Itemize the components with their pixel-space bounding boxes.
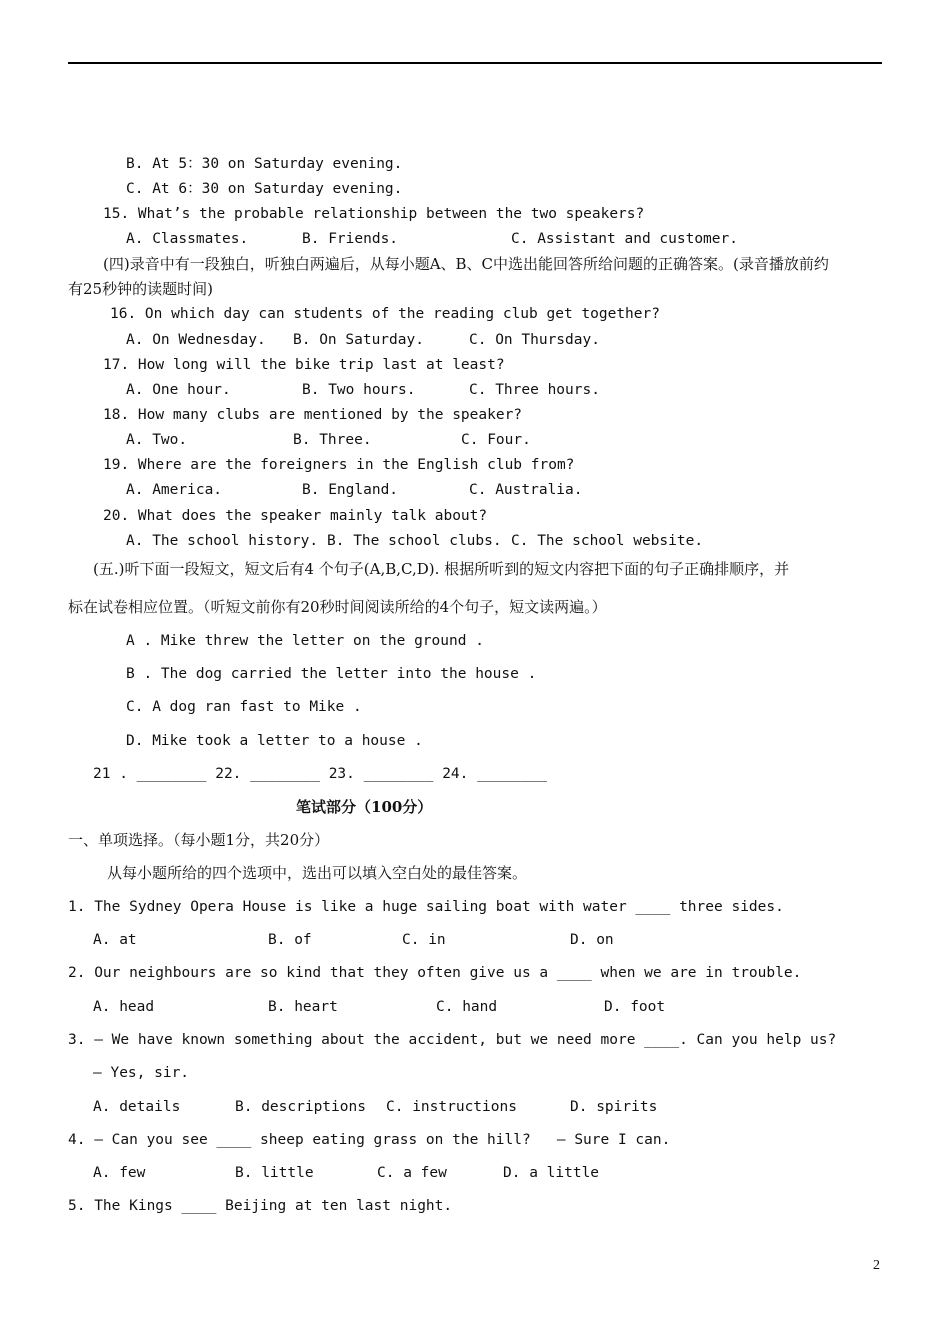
q2-stem: 2. Our neighbours are so kind that they often give us a ____ when we are in trouble. [68, 965, 802, 981]
page-number: 2 [873, 1258, 880, 1273]
q3-option-c: C. instructions [386, 1099, 517, 1115]
q2-option-c: C. hand [436, 999, 498, 1015]
section4-instructions: (四)录音中有一段独白，听独白两遍后，从每小题A、B、C中选出能回答所给问题的正确答案。(录音播放前约 [103, 255, 829, 273]
q18-option-b: B. Three. [293, 432, 372, 448]
q1-option-c: C. in [402, 932, 446, 948]
q1-option-d: D. on [570, 932, 614, 948]
q20-option-a: A. The school history. [126, 533, 319, 549]
q20-option-b: B. The school clubs. [327, 533, 502, 549]
q1-option-a: A. at [93, 932, 137, 948]
q3-option-b: B. descriptions [235, 1099, 366, 1115]
q19-option-a: A. America. [126, 482, 223, 498]
q17-option-a: A. One hour. [126, 382, 231, 398]
written-heading: 笔试部分（100分） [296, 798, 433, 816]
q1-option-b: B. of [268, 932, 312, 948]
section5-instructions: (五.)听下面一段短文，短文后有4 个句子(A,B,C,D). 根据所听到的短文内容把下面的句子正确排顺序，并 [93, 560, 790, 578]
q2-option-a: A. head [93, 999, 155, 1015]
q15-option-a: A. Classmates. [126, 231, 249, 247]
q5-stem: 5. The Kings ____ Beijing at ten last night. [68, 1198, 453, 1214]
part1-title: 一、单项选择。（每小题1分，共20分） [68, 831, 330, 849]
q2-option-d: D. foot [604, 999, 666, 1015]
q18-option-c: C. Four. [461, 432, 531, 448]
q15-stem: 15. What’s the probable relationship between the two speakers? [103, 206, 645, 222]
q17-option-b: B. Two hours. [302, 382, 416, 398]
sentence-d: D. Mike took a letter to a house . [126, 733, 423, 749]
q16-option-a: A. On Wednesday. [126, 332, 266, 348]
q4-option-c: C. a few [377, 1165, 447, 1181]
q4-option-d: D. a little [503, 1165, 600, 1181]
section4-instructions-cont: 有25秒钟的读题时间) [68, 280, 213, 298]
q15-option-c: C. Assistant and customer. [511, 231, 738, 247]
sentence-c: C. A dog ran fast to Mike . [126, 699, 362, 715]
q19-option-c: C. Australia. [469, 482, 583, 498]
sentence-a: A . Mike threw the letter on the ground . [126, 633, 484, 649]
q3-stem: 3. — We have known something about the accident, but we need more ____. Can you help us? [68, 1032, 837, 1048]
q17-stem: 17. How long will the bike trip last at least? [103, 357, 505, 373]
q20-option-c: C. The school website. [511, 533, 704, 549]
q2-option-b: B. heart [268, 999, 338, 1015]
q16-option-c: C. On Thursday. [469, 332, 600, 348]
q18-option-a: A. Two. [126, 432, 188, 448]
q14-option-c: C. At 6：30 on Saturday evening. [126, 181, 403, 197]
answer-blanks: 21 . ________ 22. ________ 23. ________ 24. ________ [93, 766, 547, 782]
q4-option-b: B. little [235, 1165, 314, 1181]
q4-stem: 4. — Can you see ____ sheep eating grass on the hill? — Sure I can. [68, 1132, 671, 1148]
q16-option-b: B. On Saturday. [293, 332, 424, 348]
q14-option-b: B. At 5：30 on Saturday evening. [126, 156, 403, 172]
q17-option-c: C. Three hours. [469, 382, 600, 398]
q1-stem: 1. The Sydney Opera House is like a huge sailing boat with water ____ three sides. [68, 899, 784, 915]
q3-option-d: D. spirits [570, 1099, 658, 1115]
q19-stem: 19. Where are the foreigners in the English club from? [103, 457, 575, 473]
section5-instructions-cont: 标在试卷相应位置。（听短文前你有20秒时间阅读所给的4个句子，短文读两遍。） [68, 598, 607, 616]
q3-reply: — Yes, sir. [93, 1065, 190, 1081]
q18-stem: 18. How many clubs are mentioned by the speaker? [103, 407, 523, 423]
header-rule [68, 62, 882, 64]
part1-instructions: 从每小题所给的四个选项中，选出可以填入空白处的最佳答案。 [107, 864, 528, 882]
q15-option-b: B. Friends. [302, 231, 399, 247]
q20-stem: 20. What does the speaker mainly talk about? [103, 508, 488, 524]
q4-option-a: A. few [93, 1165, 146, 1181]
sentence-b: B . The dog carried the letter into the house . [126, 666, 537, 682]
q16-stem: 16. On which day can students of the reading club get together? [110, 306, 660, 322]
q3-option-a: A. details [93, 1099, 181, 1115]
q19-option-b: B. England. [302, 482, 399, 498]
